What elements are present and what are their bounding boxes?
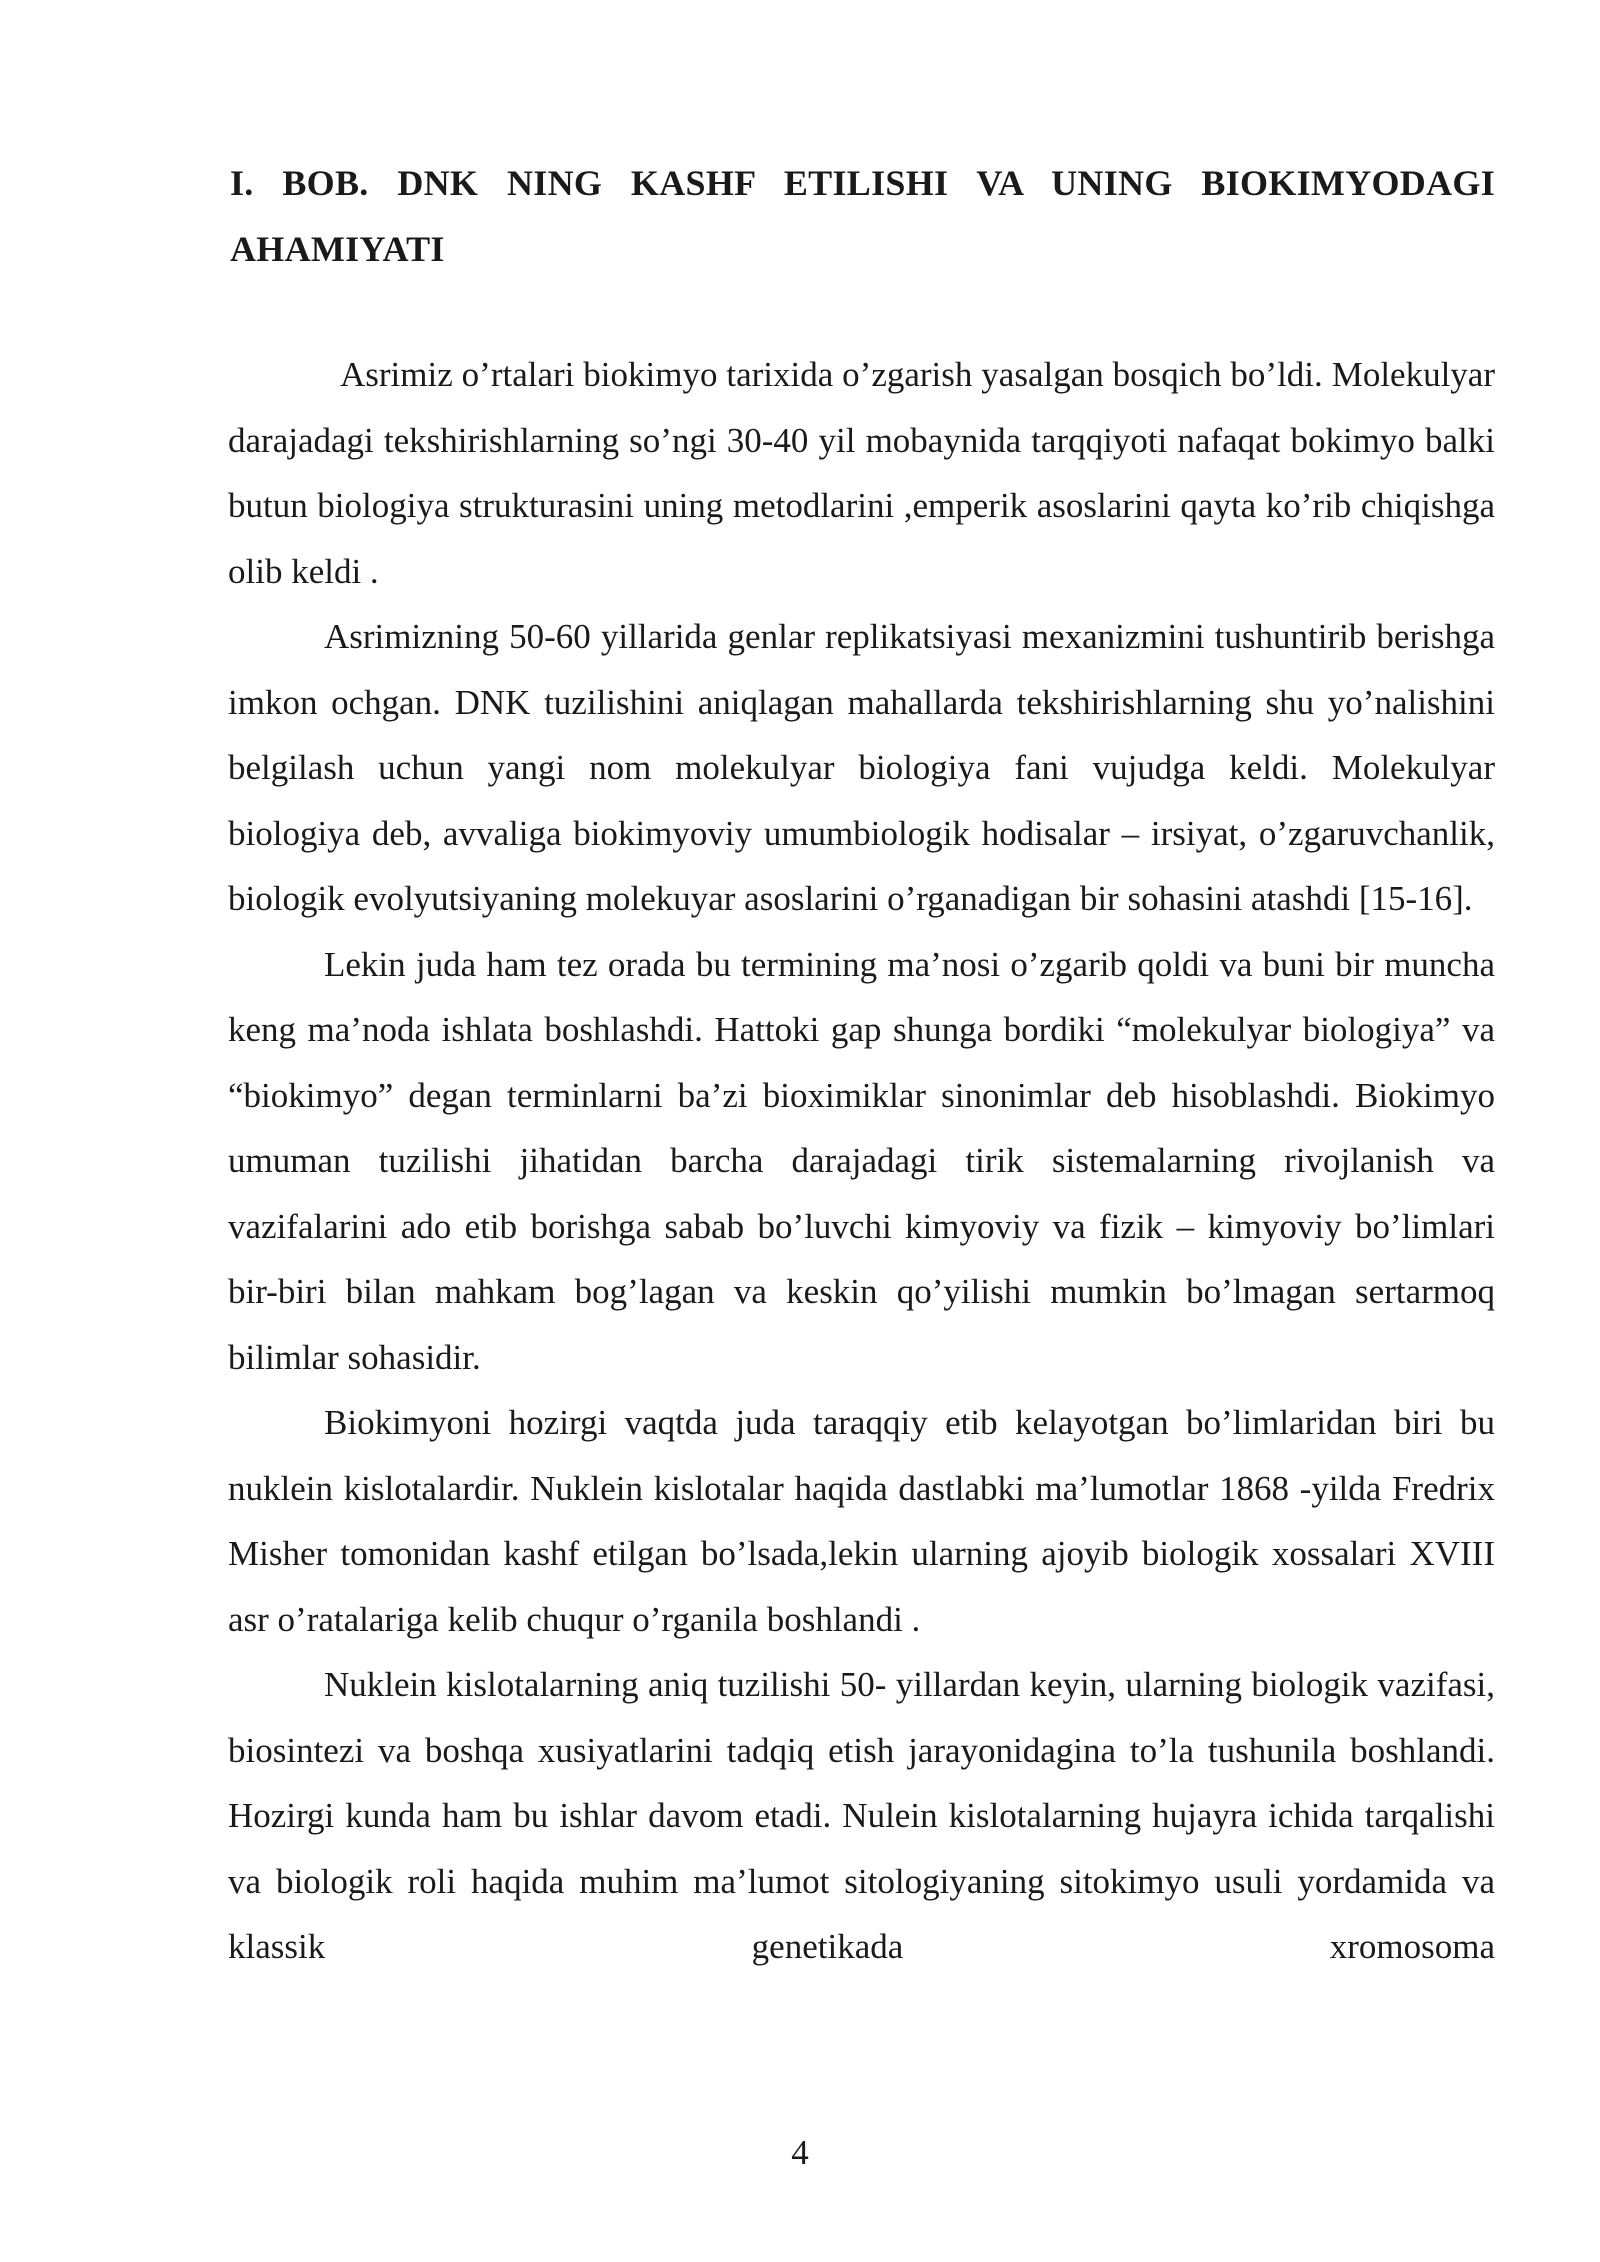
paragraph-5: Nuklein kislotalarning aniq tuzilishi 50- yillardan keyin, ularning biologik vazifasi, biosintezi va boshqa xusiyatlarini tadqiq etish jarayonidagina to’la tushunila boshlandi. Hozirgi kunda ham bu ishlar davom etadi. Nulein kislotalarning hujayra ichida tarqalishi va biologik roli haqida muhim ma’lumot sitologiyaning sitokimyo usuli yordamida va klassik genetikada xromosoma	[228, 1665, 1495, 1966]
paragraph-3: Lekin juda ham tez orada bu termining ma’nosi o’zgarib qoldi va buni bir muncha keng ma’noda ishlata boshlashdi. Hattoki gap shunga bordiki “molekulyar biologiya” va “biokimyo” degan terminlarni ba’zi bioximiklar sinonimlar deb hisoblashdi. Biokimyo umuman tuzilishi jihatidan barcha darajadagi tirik sistemalarning rivojlanish va vazifalarini ado etib borishga sabab bo’luvchi kimyoviy va fizik – kimyoviy bo’limlari bir-biri bilan mahkam bog’lagan va keskin qo’yilishi mumkin bo’lmagan sertarmoq bilimlar sohasidir.	[228, 944, 1495, 1377]
paragraph-4: Biokimyoni hozirgi vaqtda juda taraqqiy etib kelayotgan bo’limlaridan biri bu nuklein kislotalardir. Nuklein kislotalar haqida dastlabki ma’lumotlar 1868 -yilda Fredrix Misher tomonidan kashf etilgan bo’lsada,lekin ularning ajoyib biologik xossalari XVIII asr o’ratalariga kelib chuqur o’rganila boshlandi .	[228, 1403, 1495, 1639]
chapter-heading: I. BOB. DNK NING KASHF ETILISHI VA UNING BIOKIMYODAGI AHAMIYATI	[230, 163, 1495, 269]
page-number: 4	[791, 2133, 809, 2172]
paragraph-2: Asrimizning 50-60 yillarida genlar replikatsiyasi mexanizmini tushuntirib berishga imkon ochgan. DNK tuzilishini aniqlagan mahallarda tekshirishlarning shu yo’nalishini belgilash uchun yangi nom molekulyar biologiya fani vujudga keldi. Molekulyar biologiya deb, avvaliga biokimyoviy umumbiologik hodisalar – irsiyat, o’zgaruvchanlik, biologik evolyutsiyaning molekuyar asoslarini o’rganadigan bir sohasini atashdi [15-16].	[228, 617, 1495, 918]
document-body	[228, 342, 1495, 1980]
paragraph-1: Asrimiz o’rtalari biokimyo tarixida o’zgarish yasalgan bosqich bo’ldi. Molekulyar darajadagi tekshirishlarning so’ngi 30-40 yil mobaynida tarqqiyoti nafaqat bokimyo balki butun biologiya strukturasini uning metodlarini ,emperik asoslarini qayta ko’rib chiqishga olib keldi .	[228, 355, 1495, 591]
